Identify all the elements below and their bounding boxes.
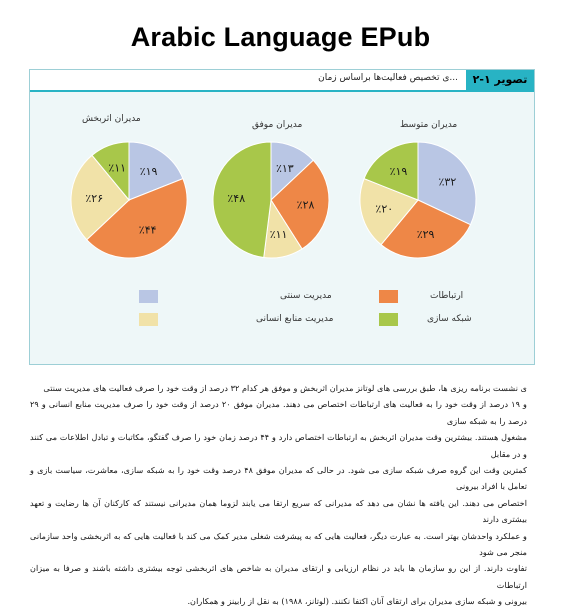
pie-slice-label: ٪۲۸	[296, 198, 315, 212]
body-text	[30, 380, 527, 610]
body-paragraph-line: ی نشست برنامه ریزی ها، طبق بررسی های لوتانز مدیران اثربخش و موفق هر کدام ۳۲ درصد از وقت خود را صرف فعالیت های مدیریت سنتی	[43, 383, 527, 393]
body-paragraph-line: و ۱۹ درصد از وقت خود را به فعالیت های ارتباطات اختصاص می دهند. مدیران موفق ۲۰ درصد از وقت خود را صرف مدیریت منابع انسانی و ۲۹ درصد را به شبکه سازی	[30, 399, 527, 426]
pie-title-average: مدیران متوسط	[400, 120, 458, 130]
body-paragraph-line: کمترین وقت این گروه صرف شبکه سازی می شود. در حالی که مدیران موفق ۴۸ درصد وقت خود را به شبکه سازی، معاشرت، سیاست بازی و تعامل با افراد بیرونی	[30, 465, 527, 492]
pie-slice-label: ٪۴۸	[227, 191, 246, 205]
legend-label-hr: مدیریت منابع انسانی	[256, 314, 334, 324]
body-paragraph-line: و عملکرد واحدشان بهتر است. به عبارت دیگر، فعالیت هایی که به پیشرفت شغلی مدیر کمک می کند با فعالیت هایی که به اثربخشی واحد سازمانی منجر می شود	[30, 530, 527, 558]
legend-swatch-communication	[379, 290, 398, 303]
figure-number-tab: تصویر ۱-۲	[466, 70, 534, 90]
body-paragraph-line: بیرونی و شبکه سازی مدیران برای ارتقای آنان اکتفا نکنند. (لوتانز، ۱۹۸۸) به نقل از رابینز و همکاران.	[187, 596, 527, 607]
pie-title-successful: مدیران موفق	[252, 120, 303, 130]
pie-slice-label: ٪۳۲	[438, 175, 457, 189]
pie-title-effective: مدیران اثربخش	[82, 114, 141, 124]
body-paragraph-line: اختصاص می دهند. این یافته ها نشان می دهد که مدیرانی که سریع ارتقا می یابند لزوما همان مدیرانی نیستند که کارکنان آن ها رضایت و تعهد بیشتری دارند	[30, 497, 527, 525]
body-paragraph-line: تفاوت دارند. از این رو سازمان ها باید در نظام ارزیابی و ارتقای مدیران به شاخص های اثربخشی توجه بیشتری داشته باشند و صرفا به میزان ارتباطات	[30, 563, 527, 590]
pie-slice-label: ٪۲۹	[416, 227, 435, 241]
body-paragraph-line: مشغول هستند. بیشترین وقت مدیران اثربخش به ارتباطات اختصاص دارد و ۴۴ درصد زمان خود را صرف گفتگو، مکاتبات و تبادل اطلاعات می کنند و در مقابل	[30, 432, 527, 459]
pie-slice-label: ٪۲۶	[85, 191, 104, 205]
legend-swatch-senior	[139, 290, 158, 303]
pie-slice-label: ٪۴۴	[138, 223, 157, 237]
page-title: Arabic Language EPub	[130, 22, 431, 52]
pie-slice-label: ٪۱۹	[389, 165, 408, 179]
figure-caption: ...ی تخصیص فعالیت‌ها براساس زمان	[318, 73, 458, 83]
legend-swatch-networking	[379, 313, 398, 326]
pie-slice-label: ٪۱۱	[108, 161, 127, 175]
pie-slice-label: ٪۱۱	[269, 227, 288, 241]
legend-label-networking: شبکه سازی	[427, 314, 472, 324]
pie-slice-label: ٪۱۳	[275, 162, 294, 176]
pie-slice-label: ٪۱۹	[139, 165, 158, 179]
legend-label-senior: مدیریت سنتی	[280, 291, 332, 301]
figure-panel	[29, 69, 535, 365]
pie-slice-label: ٪۲۰	[375, 202, 394, 216]
legend-label-communication: ارتباطات	[430, 291, 464, 301]
legend-swatch-hr	[139, 313, 158, 326]
